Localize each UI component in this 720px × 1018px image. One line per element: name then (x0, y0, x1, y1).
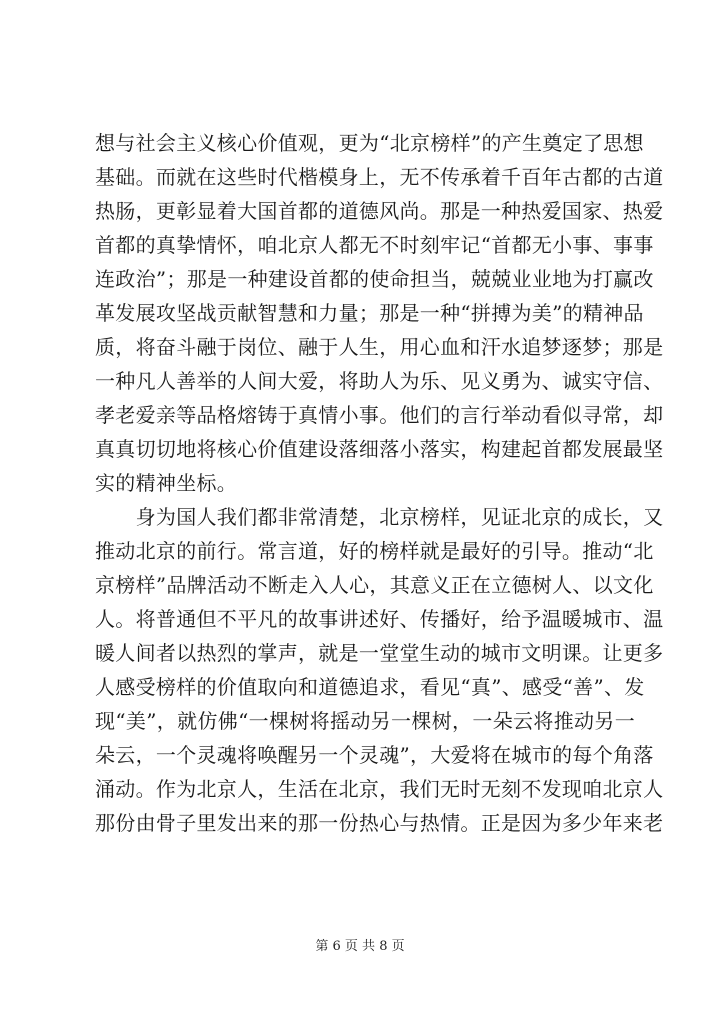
text-line: 暖人间者以热烈的掌声，就是一堂堂生动的城市文明课。让更多 (95, 641, 664, 665)
text-line: 人。将普通但不平凡的故事讲述好、传播好，给予温暖城市、温 (95, 607, 664, 631)
text-line: 那份由骨子里发出来的那一份热心与热情。正是因为多少年来老 (95, 811, 664, 835)
text-line: 想与社会主义核心价值观，更为“北京榜样”的产生奠定了思想 (95, 131, 644, 155)
text-line: 人感受榜样的价值取向和道德追求，看见“真”、感受“善”、发 (95, 675, 645, 699)
text-line: 首都的真挚情怀，咱北京人都无不时刻牢记“首都无小事、事事 (95, 233, 654, 257)
text-line: 孝老爱亲等品格熔铸于真情小事。他们的言行举动看似寻常，却 (95, 403, 664, 427)
text-line: 现“美”，就仿佛“一棵树将摇动另一棵树，一朵云将推动另一 (95, 709, 635, 733)
text-line: 实的精神坐标。 (95, 471, 238, 495)
text-line: 热肠，更彰显着大国首都的道德风尚。那是一种热爱国家、热爱 (95, 199, 664, 223)
text-line: 涌动。作为北京人，生活在北京，我们无时无刻不发现咱北京人 (95, 777, 664, 801)
text-line: 推动北京的前行。常言道，好的榜样就是最好的引导。推动“北 (95, 539, 654, 563)
text-line: 质，将奋斗融于岗位、融于人生，用心血和汗水追梦逐梦；那是 (95, 335, 664, 359)
body-text (95, 126, 664, 840)
text-line: 身为国人我们都非常清楚，北京榜样，见证北京的成长，又 (95, 505, 664, 529)
paragraph-1 (95, 126, 664, 500)
paragraph-2 (95, 500, 664, 840)
text-line: 真真切切地将核心价值建设落细落小落实，构建起首都发展最坚 (95, 437, 664, 461)
text-line: 连政治”；那是一种建设首都的使命担当，兢兢业业地为打赢改 (95, 267, 654, 291)
text-line: 一种凡人善举的人间大爱，将助人为乐、见义勇为、诚实守信、 (95, 369, 664, 393)
text-line: 京榜样”品牌活动不断走入人心，其意义正在立德树人、以文化 (95, 573, 654, 597)
text-line: 基础。而就在这些时代楷模身上，无不传承着千百年古都的古道 (95, 165, 664, 189)
text-line: 革发展攻坚战贡献智慧和力量；那是一种“拼搏为美”的精神品 (95, 301, 644, 325)
page-number-footer: 第 6 页 共 8 页 (315, 939, 405, 954)
text-line: 朵云，一个灵魂将唤醒另一个灵魂”，大爱将在城市的每个角落 (95, 743, 654, 767)
